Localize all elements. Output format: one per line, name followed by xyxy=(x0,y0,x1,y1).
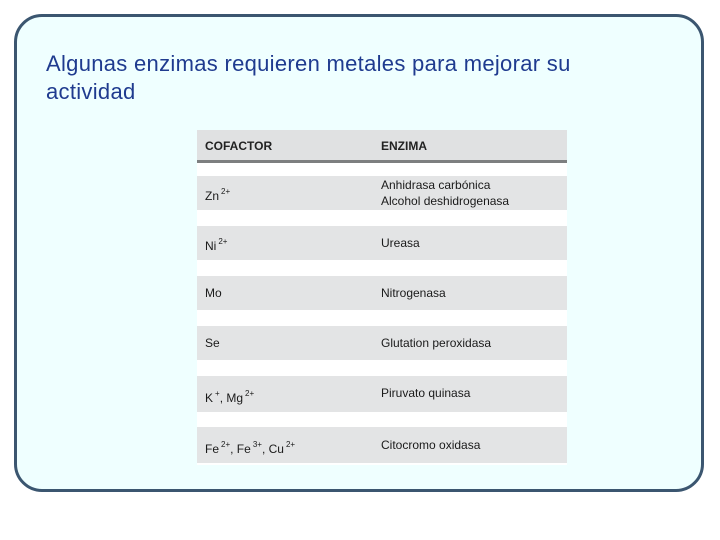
cofactor-cell: Se xyxy=(205,336,220,350)
element-symbol: Fe xyxy=(205,442,220,456)
table-row xyxy=(197,427,567,463)
table-row xyxy=(197,226,567,260)
charge: 2+ xyxy=(221,187,231,196)
cofactor-cell xyxy=(205,389,254,405)
cofactor-cell xyxy=(205,440,295,456)
table-row xyxy=(197,376,567,412)
enzyme-name: Anhidrasa carbónica xyxy=(381,178,491,192)
element-symbol: , Mg xyxy=(219,391,244,405)
header-cofactor: COFACTOR xyxy=(205,139,273,153)
element-symbol: , Fe xyxy=(230,442,251,456)
charge: 2+ xyxy=(245,389,255,398)
table-row xyxy=(197,276,567,310)
charge: 2+ xyxy=(285,440,296,449)
cofactor-cell: Mo xyxy=(205,286,222,300)
element-symbol: K xyxy=(205,391,214,405)
charge: 2+ xyxy=(221,440,231,449)
charge: + xyxy=(215,389,220,398)
enzyme-cell: Nitrogenasa xyxy=(381,286,446,300)
cofactor-cell xyxy=(205,187,230,203)
cofactor-table xyxy=(197,130,567,465)
table-header-row xyxy=(197,130,567,163)
element-symbol: Ni xyxy=(205,239,217,253)
cofactor-cell xyxy=(205,237,227,253)
element-symbol: Zn xyxy=(205,189,220,203)
enzyme-cell: Citocromo oxidasa xyxy=(381,438,481,452)
enzyme-cell: Glutation peroxidasa xyxy=(381,336,492,350)
table-row xyxy=(197,326,567,360)
slide-title: Algunas enzimas requieren metales para mejorar su actividad xyxy=(46,51,571,104)
charge: 3+ xyxy=(252,440,262,449)
table-row xyxy=(197,176,567,210)
enzyme-cell xyxy=(381,177,509,209)
enzyme-name: Alcohol deshidrogenasa xyxy=(381,194,510,208)
charge: 2+ xyxy=(218,237,228,246)
enzyme-cell: Ureasa xyxy=(381,236,420,250)
header-enzyme: ENZIMA xyxy=(381,139,427,153)
enzyme-cell: Piruvato quinasa xyxy=(381,386,471,400)
element-symbol: , Cu xyxy=(261,442,284,456)
